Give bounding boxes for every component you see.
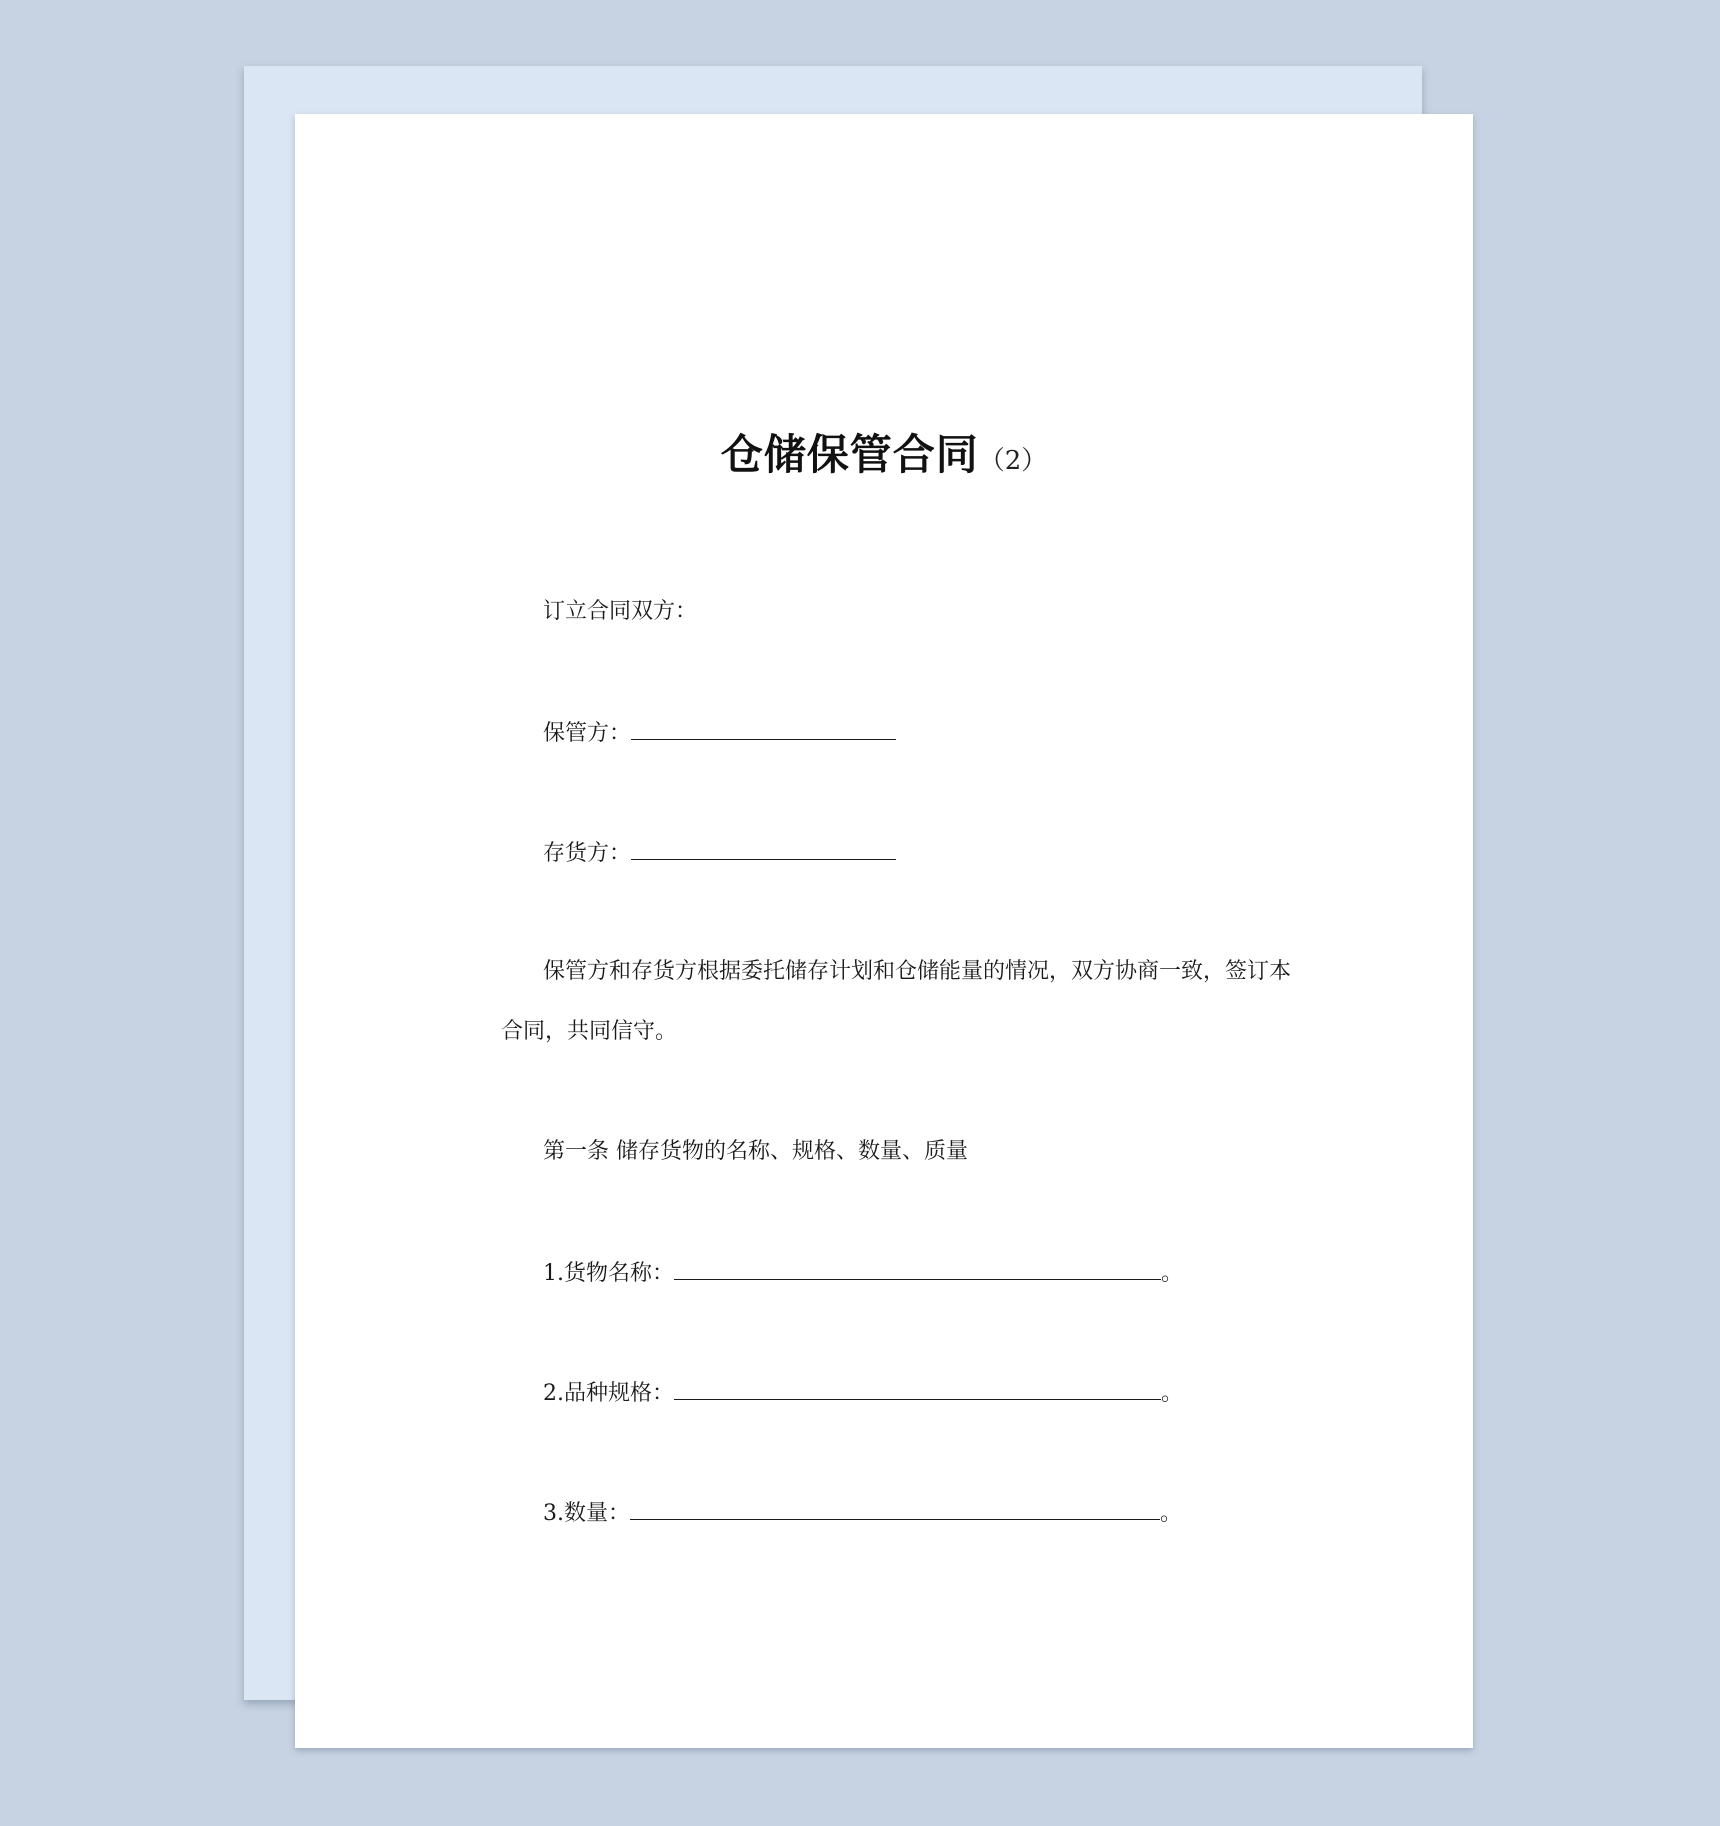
intro-line-2: 合同，共同信守。: [501, 1019, 678, 1044]
depositor-blank[interactable]: [631, 837, 896, 860]
item2-line: [543, 1377, 1183, 1409]
keeper-blank[interactable]: [631, 717, 896, 740]
document-title: [295, 422, 1473, 482]
item1-end: 。: [1161, 1261, 1184, 1286]
depositor-line: [543, 837, 896, 869]
item2-label: 2.品种规格：: [543, 1381, 674, 1406]
intro-line-1: 保管方和存货方根据委托储存计划和仓储能量的情况，双方协商一致，签订本: [543, 959, 1292, 984]
document-page: [295, 114, 1473, 1748]
item3-line: [543, 1497, 1182, 1529]
parties-heading: 订立合同双方：: [543, 599, 698, 624]
item3-end: 。: [1160, 1501, 1183, 1526]
item3-label: 3.数量：: [543, 1501, 630, 1526]
keeper-label: 保管方：: [543, 721, 632, 746]
item2-blank[interactable]: [674, 1377, 1161, 1400]
item3-blank[interactable]: [630, 1497, 1160, 1520]
item1-label: 1.货物名称：: [543, 1261, 674, 1286]
item1-blank[interactable]: [674, 1257, 1161, 1280]
keeper-line: [543, 717, 896, 749]
article1-heading: 第一条 储存货物的名称、规格、数量、质量: [543, 1139, 968, 1164]
title-main: 仓储保管合同: [720, 430, 979, 479]
item1-line: [543, 1257, 1183, 1289]
title-suffix: （2）: [978, 446, 1048, 476]
depositor-label: 存货方：: [543, 841, 632, 866]
item2-end: 。: [1161, 1381, 1184, 1406]
